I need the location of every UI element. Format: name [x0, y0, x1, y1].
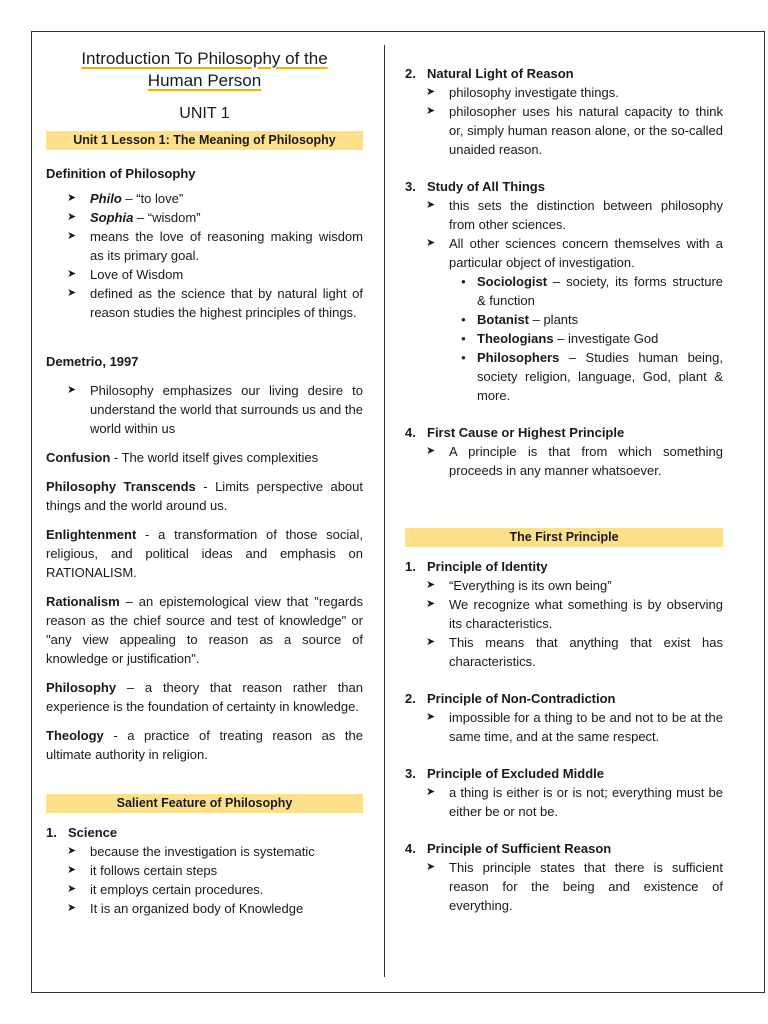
list-item: ➤ This principle states that there is sufficient reason for the being and existence of everything.: [426, 858, 723, 915]
unit-heading: UNIT 1: [179, 105, 230, 122]
identity-heading: 1. Principle of Identity: [405, 559, 548, 574]
term-rationalism: Rationalism – an epistemological view that "regards reason as the chief source and test of knowledge" or "any view appealing to reason as a source of knowledge or justification".: [46, 594, 363, 666]
identity-list: [405, 576, 723, 671]
term-enlightenment: Enlightenment - a transformation of those social, religious, and political ideas and emphasis on RATIONALISM.: [46, 527, 363, 580]
first-principle-band: The First Principle: [405, 528, 723, 547]
list-item: ➤ it employs certain procedures.: [67, 880, 363, 899]
list-item: ➤ A principle is that from which something proceeds in any manner whatsoever.: [426, 442, 723, 480]
non-contradiction-list: [405, 708, 723, 746]
list-item: ● Philosophers – Studies human being, society religion, language, God, plant & more.: [461, 348, 723, 405]
definition-list: [46, 189, 363, 322]
term-philosophy: Philosophy – a theory that reason rather than experience is the foundation of certainty in knowledge.: [46, 680, 363, 714]
first-cause-heading: 4. First Cause or Highest Principle: [405, 425, 625, 440]
list-item: ➤ This means that anything that exist has characteristics.: [426, 633, 723, 671]
lesson-band: Unit 1 Lesson 1: The Meaning of Philosophy: [46, 131, 363, 150]
science-list: [46, 842, 363, 918]
column-divider: [384, 45, 385, 977]
first-cause-list: [405, 442, 723, 480]
excluded-middle-heading: 3. Principle of Excluded Middle: [405, 766, 604, 781]
study-bullet-list: [405, 272, 723, 405]
natural-light-list: [405, 83, 723, 159]
list-item: ➤ defined as the science that by natural light of reason studies the highest principles of things.: [67, 284, 363, 322]
sufficient-reason-heading: 4. Principle of Sufficient Reason: [405, 841, 612, 856]
natural-light-heading: 2. Natural Light of Reason: [405, 66, 574, 81]
study-list: [405, 196, 723, 272]
list-item: ➤ Love of Wisdom: [67, 265, 363, 284]
title-line-1: Introduction To Philosophy of the: [81, 49, 328, 68]
list-item: ➤ We recognize what something is by observing its characteristics.: [426, 595, 723, 633]
list-item: ➤ Sophia – “wisdom”: [67, 208, 363, 227]
title-line-2: Human Person: [147, 71, 262, 90]
non-contradiction-heading: 2. Principle of Non-Contradiction: [405, 691, 616, 706]
list-item: ➤ a thing is either is or is not; everything must be either be or not be.: [426, 783, 723, 821]
list-item: ● Botanist – plants: [461, 310, 723, 329]
term-philosophy-transcends: Philosophy Transcends - Limits perspective about things and the world around us.: [46, 479, 363, 513]
term-confusion: Confusion - The world itself gives complexities: [46, 450, 319, 465]
left-column: [46, 48, 363, 918]
salient-band: Salient Feature of Philosophy: [46, 794, 363, 813]
list-item: ➤ it follows certain steps: [67, 861, 363, 880]
list-item: ● Theologians – investigate God: [461, 329, 723, 348]
list-item: ➤ this sets the distinction between philosophy from other sciences.: [426, 196, 723, 234]
list-item: ➤ impossible for a thing to be and not to be at the same time, and at the same respect.: [426, 708, 723, 746]
definition-heading: Definition of Philosophy: [46, 166, 196, 181]
sufficient-reason-list: [405, 858, 723, 915]
list-item: ➤ It is an organized body of Knowledge: [67, 899, 363, 918]
list-item: ➤ means the love of reasoning making wisdom as its primary goal.: [67, 227, 363, 265]
demetrio-heading: Demetrio, 1997: [46, 354, 139, 369]
excluded-middle-list: [405, 783, 723, 821]
list-item: ➤ philosopher uses his natural capacity to think or, simply human reason alone, or the so-called unaided reason.: [426, 102, 723, 159]
list-item: ➤ philosophy investigate things.: [426, 83, 723, 102]
list-item: ➤ All other sciences concern themselves with a particular object of investigation.: [426, 234, 723, 272]
list-item: ➤ Philo – “to love”: [67, 189, 363, 208]
list-item: ➤ “Everything is its own being”: [426, 576, 723, 595]
demetrio-list: [46, 381, 363, 438]
list-item: ➤ because the investigation is systematic: [67, 842, 363, 861]
right-column: [405, 64, 723, 915]
list-item: ➤ Philosophy emphasizes our living desire to understand the world that surrounds us and the world within us: [67, 381, 363, 438]
term-theology: Theology - a practice of treating reason as the ultimate authority in religion.: [46, 728, 363, 762]
study-heading: 3. Study of All Things: [405, 179, 545, 194]
science-heading: 1. Science: [46, 825, 118, 840]
document-title: [46, 48, 363, 92]
list-item: ● Sociologist – society, its forms structure & function: [461, 272, 723, 310]
